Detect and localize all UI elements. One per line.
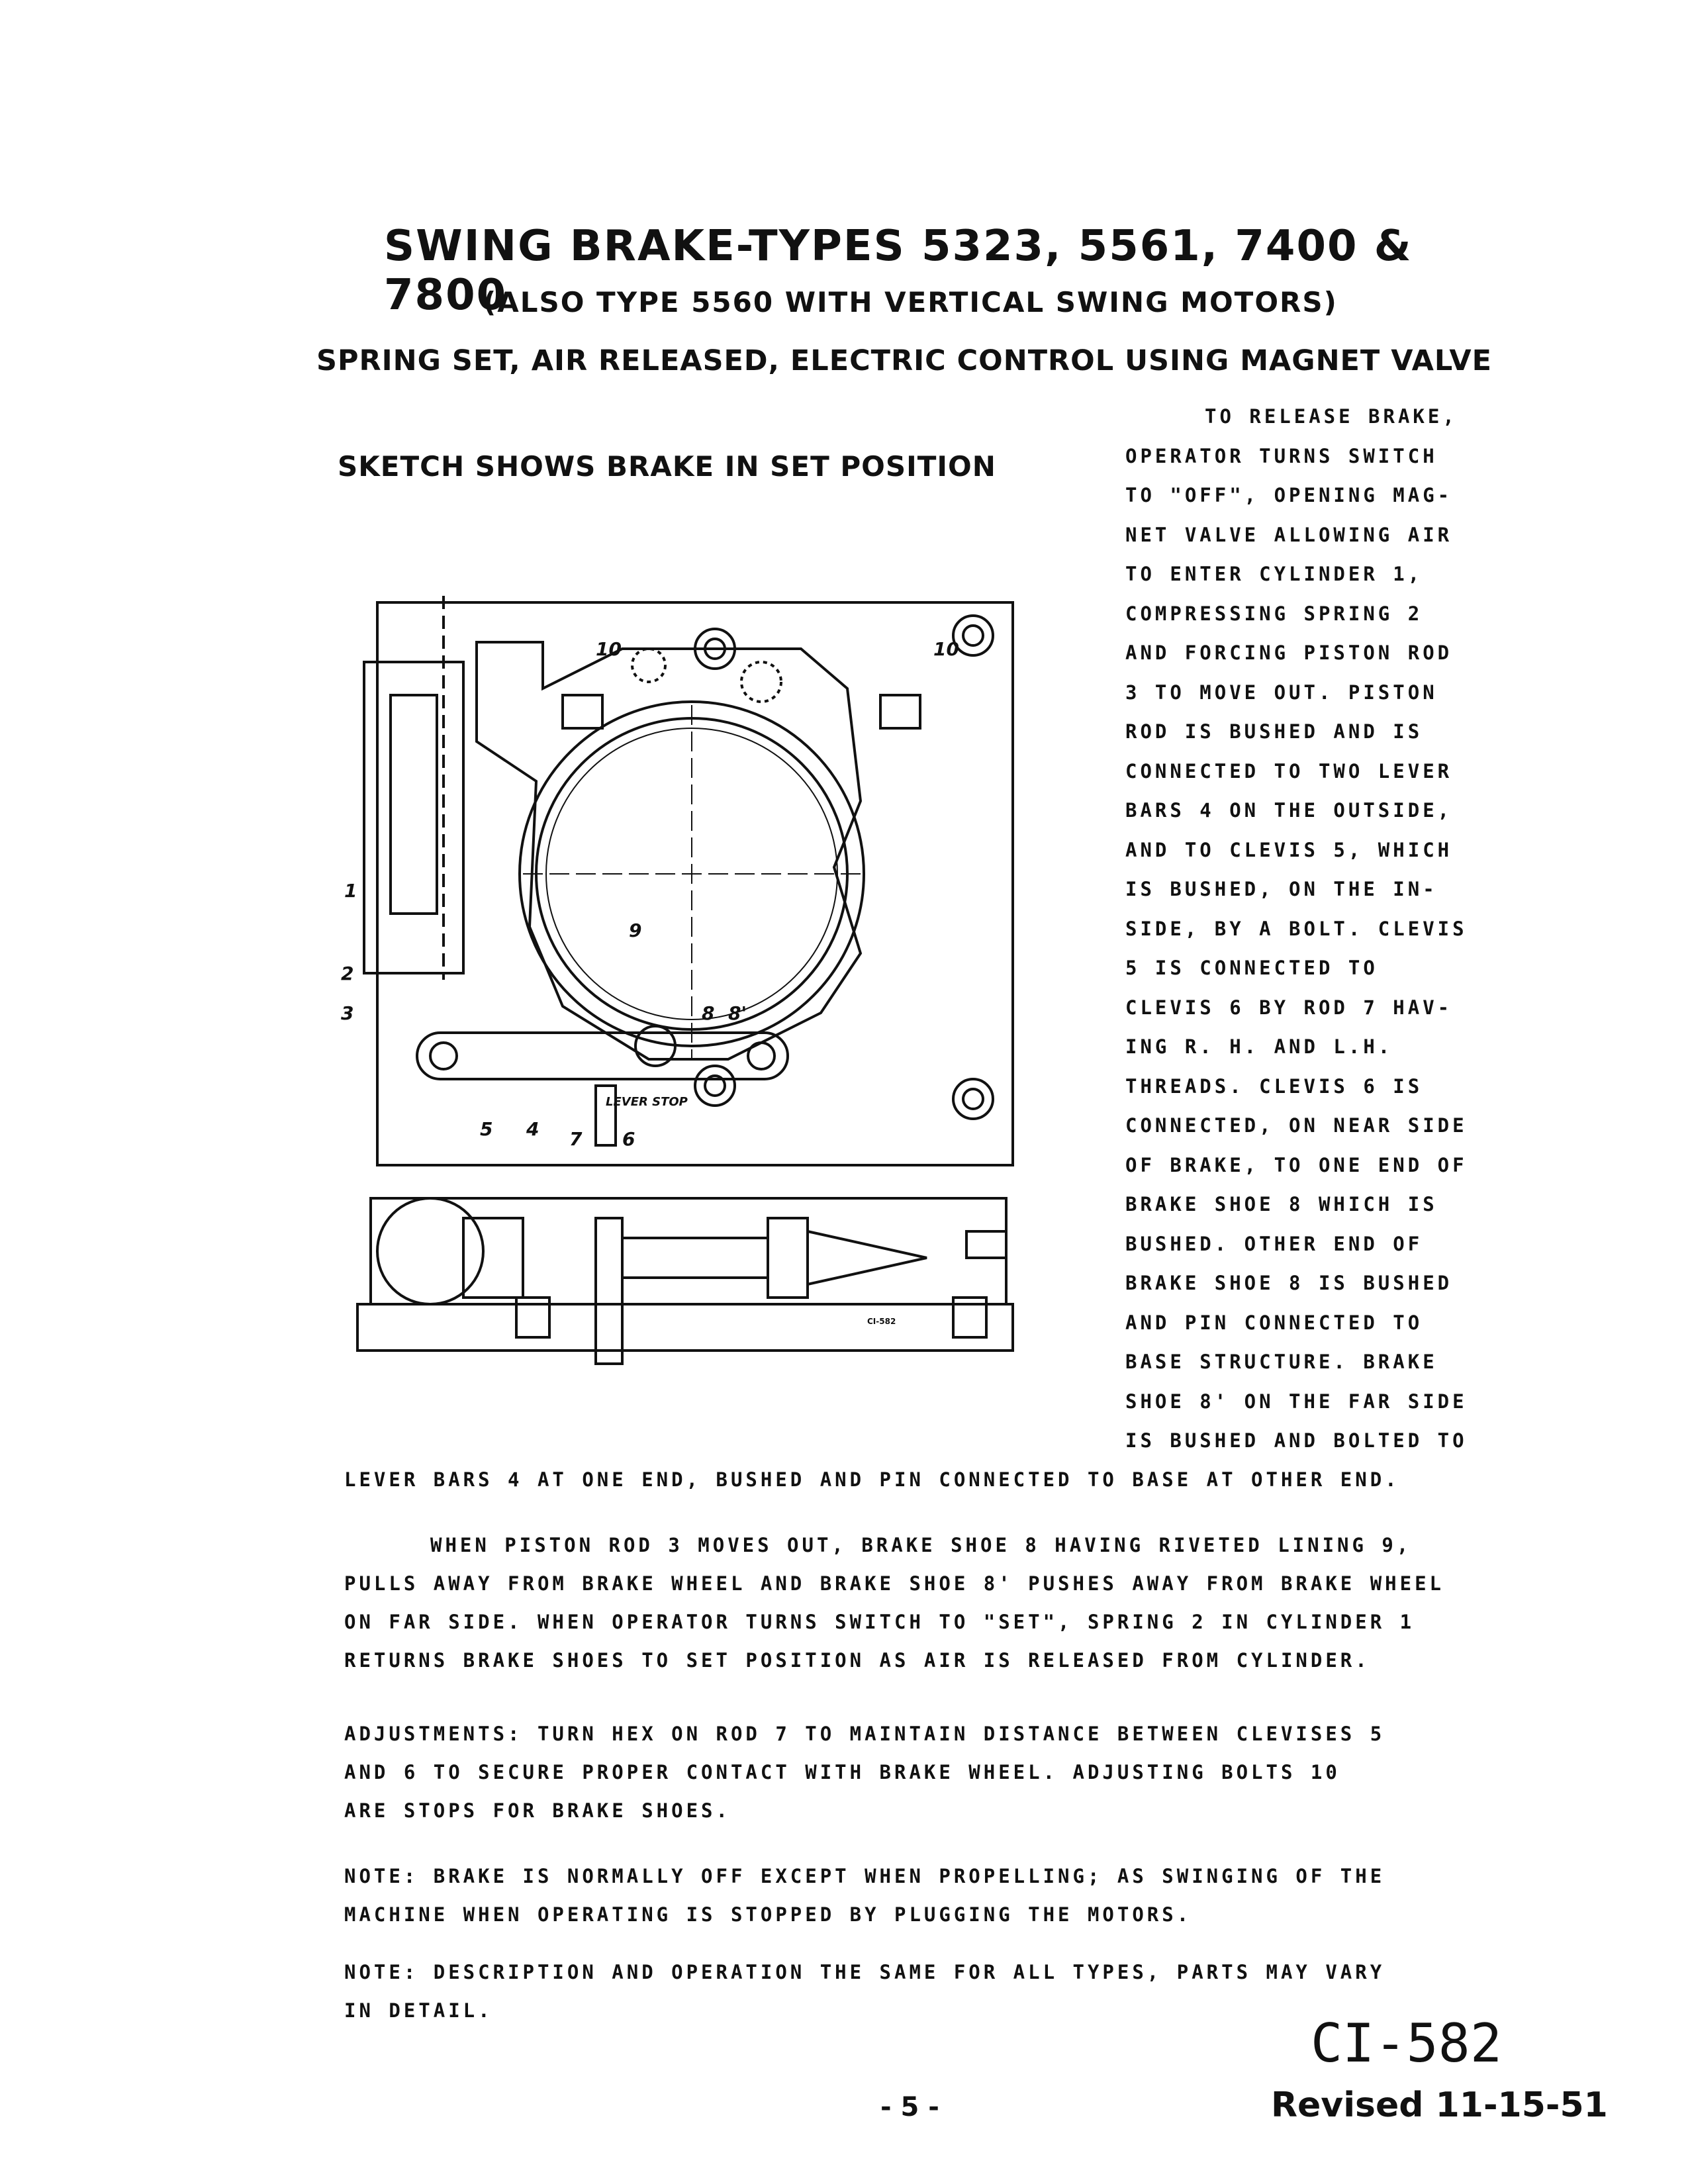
body-line: ADJUSTMENTS: TURN HEX ON ROD 7 TO MAINTAIN DISTANCE BETWEEN CLEVISES 5 [344, 1723, 1385, 1745]
body-line: IN DETAIL. [344, 1999, 493, 2022]
side-line: SHOE 8' ON THE FAR SIDE [1125, 1390, 1468, 1413]
page-number: - 5 - [880, 2092, 939, 2122]
side-line: TO ENTER CYLINDER 1, [1125, 563, 1423, 585]
side-line: AND TO CLEVIS 5, WHICH [1125, 838, 1453, 861]
side-line: OPERATOR TURNS SWITCH [1125, 444, 1438, 467]
page-subtitle-2: SPRING SET, AIR RELEASED, ELECTRIC CONTROL USING MAGNET VALVE [316, 344, 1493, 377]
side-line: ROD IS BUSHED AND IS [1125, 720, 1423, 743]
label-5: 5 [480, 1118, 493, 1140]
side-line: IS BUSHED AND BOLTED TO [1125, 1429, 1468, 1452]
body-line: NOTE: DESCRIPTION AND OPERATION THE SAME FOR ALL TYPES, PARTS MAY VARY [344, 1961, 1385, 1983]
side-line: CONNECTED TO TWO LEVER [1125, 759, 1453, 783]
label-10-left: 10 [596, 638, 622, 660]
side-line: TO "OFF", OPENING MAG- [1125, 484, 1453, 506]
side-line: IS BUSHED, ON THE IN- [1125, 878, 1438, 900]
side-text-column [1125, 397, 1509, 1461]
side-line: AND FORCING PISTON ROD [1125, 641, 1453, 664]
side-line: BRAKE SHOE 8 WHICH IS [1125, 1193, 1438, 1215]
side-line: CONNECTED, ON NEAR SIDE [1125, 1114, 1468, 1137]
brake-sketch-drawing [341, 583, 1019, 1390]
side-line: 5 IS CONNECTED TO [1125, 957, 1378, 979]
plan-view-frame [371, 1198, 1006, 1304]
page-subtitle: (ALSO TYPE 5560 WITH VERTICAL SWING MOTORS) [483, 286, 1338, 318]
side-line: OF BRAKE, TO ONE END OF [1125, 1153, 1468, 1176]
adjusting-bolt-left [563, 695, 602, 728]
paragraph-adjustments [344, 1715, 1536, 1830]
label-8-prime: 8' [728, 1002, 747, 1024]
label-3: 3 [341, 1002, 354, 1024]
clevis-plan [377, 1198, 483, 1304]
body-line: WHEN PISTON ROD 3 MOVES OUT, BRAKE SHOE 8 HAVING RIVETED LINING 9, [430, 1534, 1412, 1556]
cylinder-inner [391, 695, 437, 914]
side-line: COMPRESSING SPRING 2 [1125, 602, 1423, 625]
label-1: 1 [344, 880, 357, 902]
sketch-caption: SKETCH SHOWS BRAKE IN SET POSITION [338, 450, 996, 483]
side-line: BASE STRUCTURE. BRAKE [1125, 1351, 1438, 1373]
page-title: SWING BRAKE-TYPES 5323, 5561, 7400 & 7800 [384, 222, 1413, 320]
side-line: CLEVIS 6 BY ROD 7 HAV- [1125, 996, 1453, 1019]
revision-date: Revised 11-15-51 [1271, 2085, 1608, 2125]
body-line: ON FAR SIDE. WHEN OPERATOR TURNS SWITCH TO "SET", SPRING 2 IN CYLINDER 1 [344, 1611, 1415, 1633]
brake-shoe-housing [477, 642, 861, 1059]
side-line: NET VALVE ALLOWING AIR [1125, 523, 1453, 546]
rod-plan [622, 1238, 768, 1278]
drawing-id: CI-582 [867, 1317, 896, 1326]
cylinder-body [364, 662, 463, 973]
body-line: LEVER BARS 4 AT ONE END, BUSHED AND PIN CONNECTED TO BASE AT OTHER END. [344, 1468, 1400, 1491]
side-line: ING R. H. AND L.H. [1125, 1035, 1393, 1058]
body-line: ARE STOPS FOR BRAKE SHOES. [344, 1799, 731, 1822]
side-line: BRAKE SHOE 8 IS BUSHED [1125, 1272, 1453, 1294]
side-line: 3 TO MOVE OUT. PISTON [1125, 681, 1438, 704]
paragraph-note-1 [344, 1857, 1536, 1934]
document-number: CI-582 [1311, 2013, 1502, 2074]
side-line: BARS 4 ON THE OUTSIDE, [1125, 799, 1453, 822]
bolt [695, 1066, 735, 1106]
label-2: 2 [341, 963, 354, 984]
body-line: AND 6 TO SECURE PROPER CONTACT WITH BRAKE WHEEL. ADJUSTING BOLTS 10 [344, 1761, 1340, 1783]
body-line: NOTE: BRAKE IS NORMALLY OFF EXCEPT WHEN PROPELLING; AS SWINGING OF THE [344, 1865, 1385, 1887]
bolt [953, 616, 993, 655]
label-4: 4 [526, 1118, 539, 1140]
full-width-continuation [344, 1460, 1536, 1499]
label-10-right: 10 [933, 638, 959, 660]
side-line: THREADS. CLEVIS 6 IS [1125, 1074, 1423, 1098]
label-8: 8 [702, 1002, 715, 1024]
side-line: AND PIN CONNECTED TO [1125, 1311, 1423, 1334]
adjusting-bolt-right [880, 695, 920, 728]
label-6: 6 [622, 1128, 635, 1150]
bolt [953, 1079, 993, 1119]
body-line: MACHINE WHEN OPERATING IS STOPPED BY PLUGGING THE MOTORS. [344, 1903, 1192, 1926]
label-lever-stop: LEVER STOP [606, 1095, 688, 1109]
base-plate [357, 1304, 1013, 1351]
side-line: TO RELEASE BRAKE, [1205, 405, 1458, 428]
side-line: BUSHED. OTHER END OF [1125, 1232, 1423, 1255]
body-line: RETURNS BRAKE SHOES TO SET POSITION AS AIR IS RELEASED FROM CYLINDER. [344, 1649, 1370, 1672]
body-line: PULLS AWAY FROM BRAKE WHEEL AND BRAKE SHOE 8' PUSHES AWAY FROM BRAKE WHEEL [344, 1572, 1445, 1595]
label-7: 7 [569, 1128, 583, 1150]
label-9: 9 [629, 920, 642, 941]
paragraph-operation [344, 1526, 1536, 1680]
side-line: SIDE, BY A BOLT. CLEVIS [1125, 917, 1468, 940]
